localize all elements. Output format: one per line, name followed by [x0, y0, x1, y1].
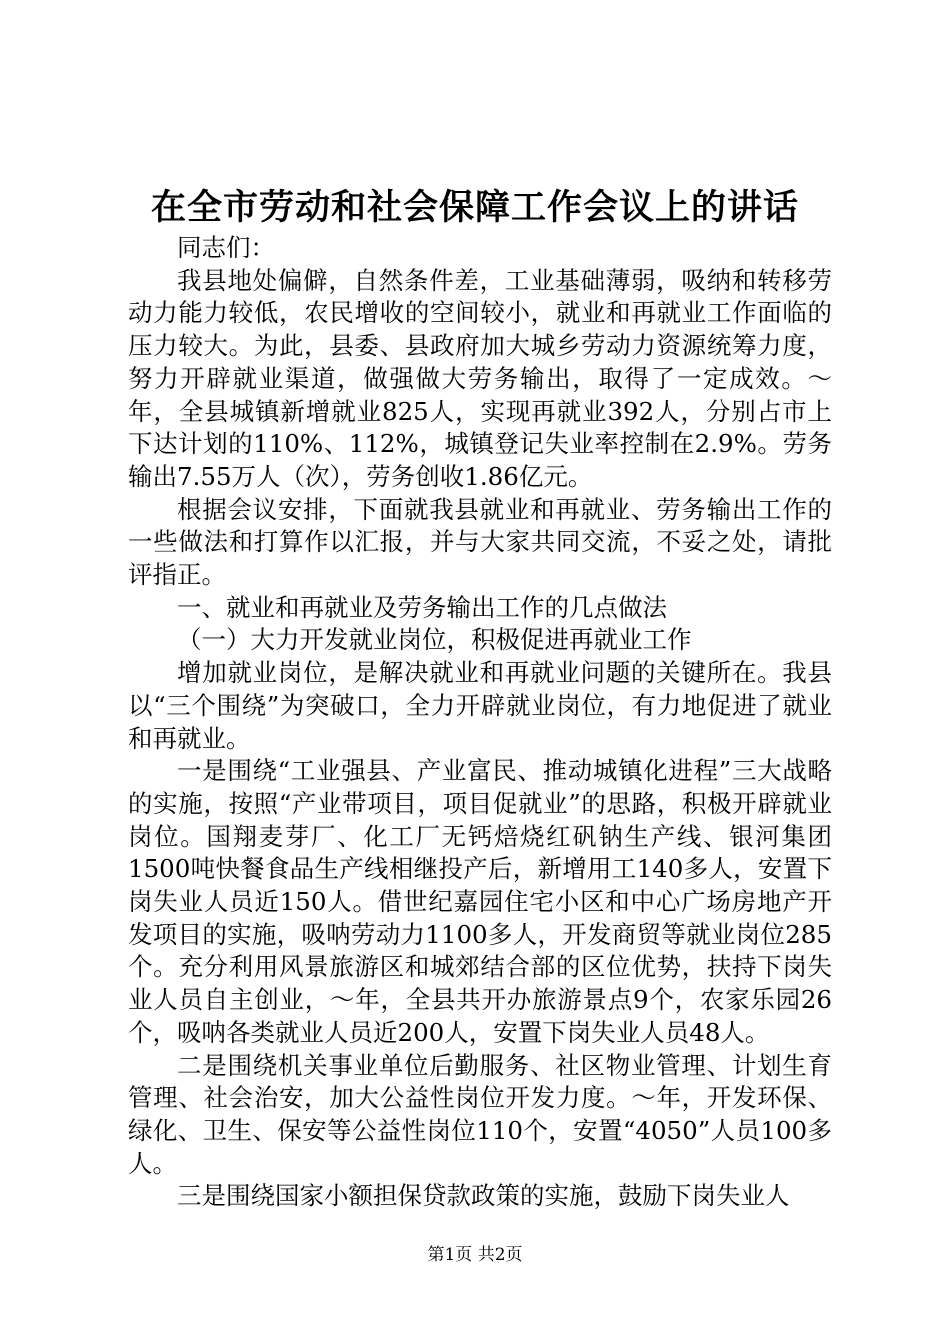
paragraph-salutation: 同志们： [177, 233, 275, 262]
subsection-heading: （一）大力开发就业岗位，积极促进再就业工作 [177, 625, 692, 655]
document-title: 在全市劳动和社会保障工作会议上的讲话 [150, 187, 799, 228]
paragraph: 二是围绕机关事业单位后勤服务、社区物业管理、计划生育管理、社会治安，加大公益性岗位开发力度。～年，开发环保、绿化、卫生、保安等公益性岗位110个，安置“4050”人员100多人。 [128, 1050, 832, 1178]
page-footer: 第1页 共2页 [427, 1245, 523, 1265]
document-body [128, 232, 832, 1213]
section-heading: 一、就业和再就业及劳务输出工作的几点做法 [177, 592, 667, 622]
paragraph: 根据会议安排，下面就我县就业和再就业、劳务输出工作的一些做法和打算作以汇报，并与大家共同交流，不妥之处，请批评指正。 [128, 494, 832, 590]
paragraph: 我县地处偏僻，自然条件差，工业基础薄弱，吸纳和转移劳动力能力较低，农民增收的空间较小，就业和再就业工作面临的压力较大。为此，县委、县政府加大城乡劳动力资源统筹力度，努力开辟就业渠道，做强做大劳务输出，取得了一定成效。～年，全县城镇新增就业825人，实现再就业392人，分别占市上下达计划的110%、112%，城镇登记失业率控制在2.9%。劳务输出7.55万人（次），劳务创收1.86亿元。 [128, 265, 832, 491]
paragraph: 增加就业岗位，是解决就业和再就业问题的关键所在。我县以“三个围绕”为突破口，全力开辟就业岗位，有力地促进了就业和再就业。 [128, 658, 832, 753]
paragraph: 一是围绕“工业强县、产业富民、推动城镇化进程”三大战略的实施，按照“产业带项目，项目促就业”的思路，积极开辟就业岗位。国翔麦芽厂、化工厂无钙焙烧红矾钠生产线、银河集团1500吨快餐食品生产线相继投产后，新增用工140多人，安置下岗失业人员近150人。借世纪嘉园住宅小区和中心广场房地产开发项目的实施，吸呐劳动力1100多人，开发商贸等就业岗位285个。充分利用风景旅游区和城郊结合部的区位优势，扶持下岗失业人员自主创业，～年，全县共开办旅游景点9个，农家乐园26个，吸呐各类就业人员近200人，安置下岗失业人员48人。 [128, 756, 832, 1047]
paragraph: 三是围绕国家小额担保贷款政策的实施，鼓励下岗失业人 [177, 1181, 790, 1211]
